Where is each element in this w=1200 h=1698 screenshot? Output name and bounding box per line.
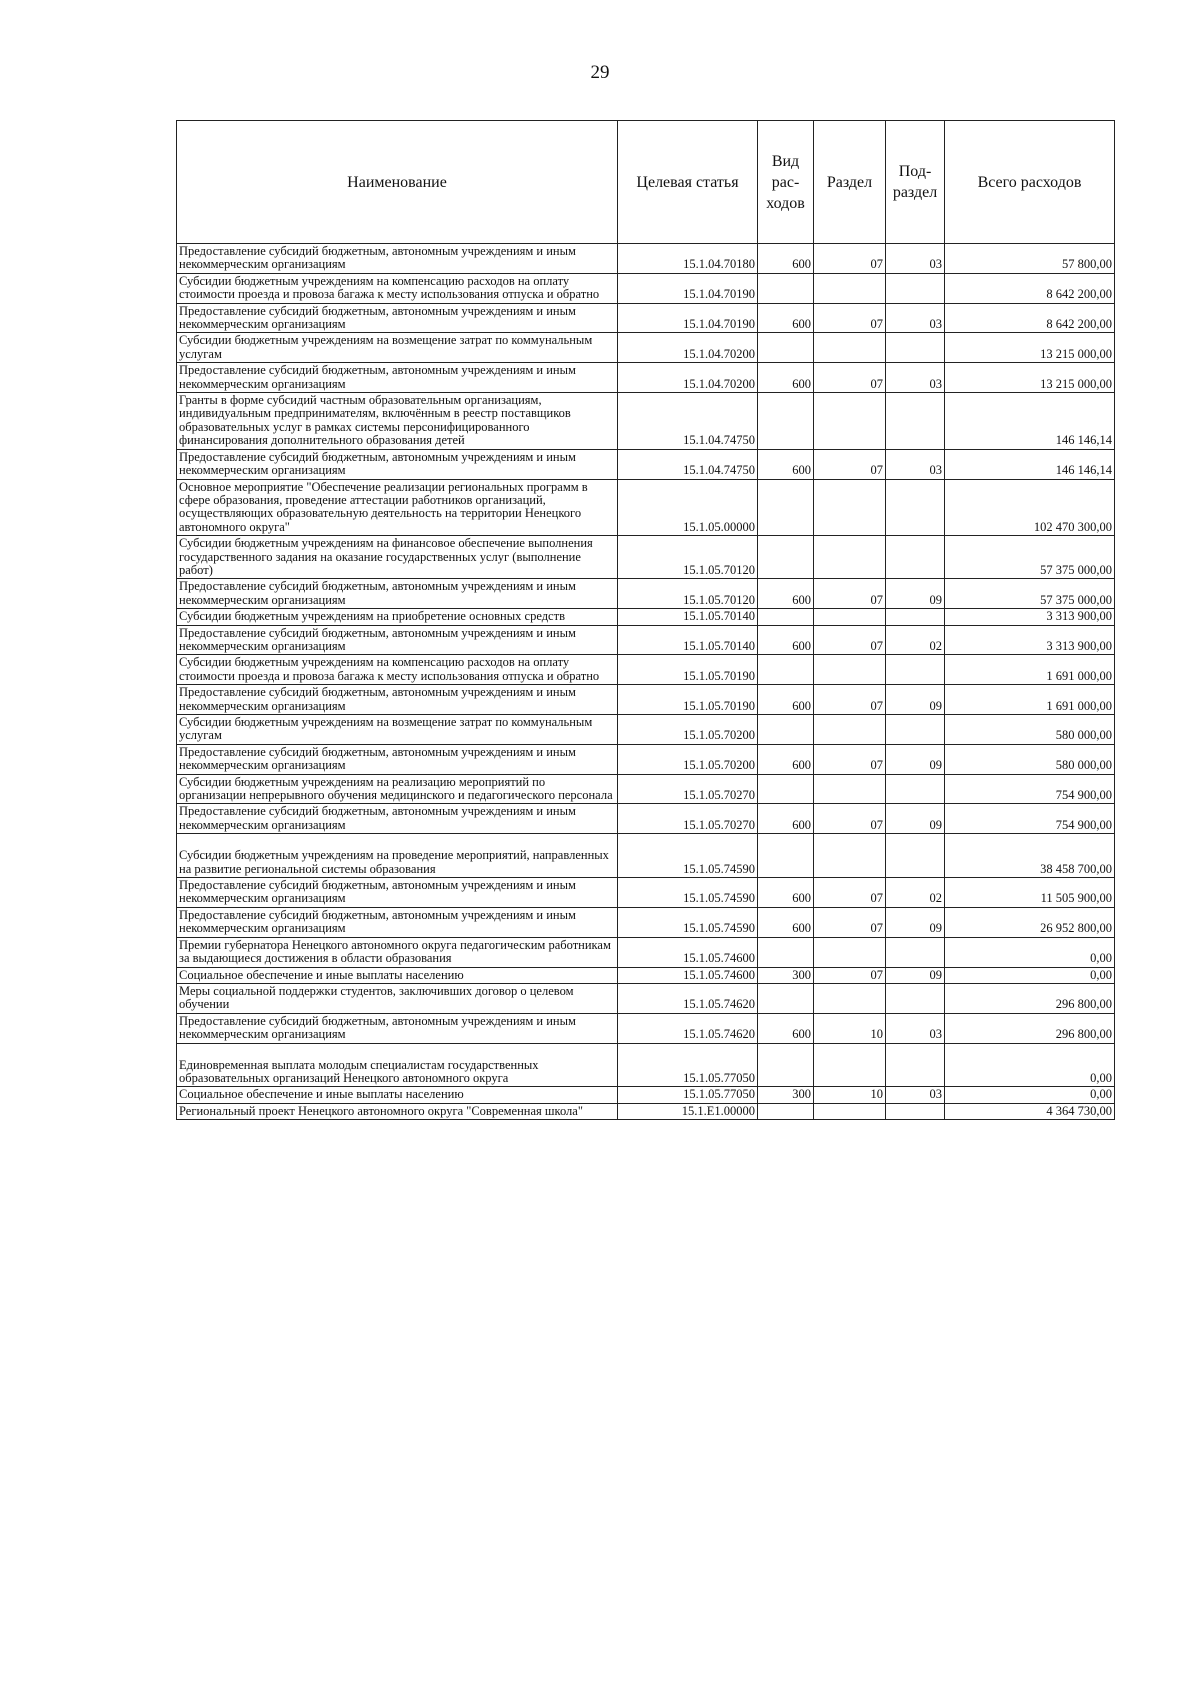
- table-row: [177, 625, 1115, 655]
- table-row: [177, 1087, 1115, 1103]
- table-row: [177, 609, 1115, 625]
- cell-target: 15.1.05.70200: [618, 744, 758, 774]
- cell-subsection: 02: [886, 625, 945, 655]
- cell-type: 300: [758, 967, 814, 983]
- cell-subsection: 02: [886, 878, 945, 908]
- cell-name: Предоставление субсидий бюджетным, автономным учреждениям и иным некоммерческим организациям: [177, 907, 618, 937]
- cell-total: 38 458 700,00: [945, 834, 1115, 878]
- cell-subsection: 03: [886, 1013, 945, 1043]
- cell-type: [758, 333, 814, 363]
- cell-subsection: [886, 393, 945, 450]
- cell-total: 8 642 200,00: [945, 303, 1115, 333]
- cell-section: 07: [814, 579, 886, 609]
- table-header-row: [177, 121, 1115, 244]
- table-row: [177, 1043, 1115, 1087]
- cell-section: [814, 655, 886, 685]
- cell-name: Основное мероприятие "Обеспечение реализации региональных программ в сфере образования, проведение аттестации работников организаций, осуществляющих образовательную деятельность на территории Ненецкого автономного округа": [177, 479, 618, 536]
- cell-target: 15.1.05.70200: [618, 715, 758, 745]
- table-row: [177, 1103, 1115, 1119]
- cell-total: 296 800,00: [945, 1013, 1115, 1043]
- cell-section: [814, 774, 886, 804]
- cell-subsection: 03: [886, 363, 945, 393]
- cell-target: 15.1.05.74600: [618, 937, 758, 967]
- cell-section: [814, 609, 886, 625]
- cell-total: 57 800,00: [945, 244, 1115, 274]
- cell-name: Субсидии бюджетным учреждениям на приобретение основных средств: [177, 609, 618, 625]
- cell-subsection: 09: [886, 967, 945, 983]
- cell-section: 07: [814, 303, 886, 333]
- cell-name: Субсидии бюджетным учреждениям на финансовое обеспечение выполнения государственного задания на оказание государственных услуг (выполнение работ): [177, 536, 618, 579]
- cell-target: 15.1.05.74620: [618, 1013, 758, 1043]
- table-row: [177, 685, 1115, 715]
- table-row: [177, 655, 1115, 685]
- budget-table: [176, 120, 1115, 1120]
- cell-name: Предоставление субсидий бюджетным, автономным учреждениям и иным некоммерческим организациям: [177, 878, 618, 908]
- cell-section: [814, 479, 886, 536]
- cell-target: 15.1.05.77050: [618, 1087, 758, 1103]
- cell-section: [814, 393, 886, 450]
- cell-name: Гранты в форме субсидий частным образовательным организациям, индивидуальным предпринимателям, включённым в реестр поставщиков образовательных услуг в рамках системы персонифицированного финансирования дополнительного образования детей: [177, 393, 618, 450]
- cell-name: Предоставление субсидий бюджетным, автономным учреждениям и иным некоммерческим организациям: [177, 1013, 618, 1043]
- cell-subsection: 03: [886, 1087, 945, 1103]
- cell-section: 07: [814, 685, 886, 715]
- table-row: [177, 363, 1115, 393]
- header-target: Целевая статья: [618, 121, 758, 244]
- cell-type: [758, 609, 814, 625]
- cell-name-text: Единовременная выплата молодым специалистам государственных образовательных организаций Ненецкого автономного округа: [179, 1057, 539, 1085]
- cell-total: 57 375 000,00: [945, 579, 1115, 609]
- cell-type: 600: [758, 449, 814, 479]
- cell-type: [758, 774, 814, 804]
- cell-type: 600: [758, 303, 814, 333]
- cell-section: 07: [814, 804, 886, 834]
- cell-subsection: [886, 609, 945, 625]
- cell-section: 07: [814, 244, 886, 274]
- cell-name: Субсидии бюджетным учреждениям на возмещение затрат по коммунальным услугам: [177, 715, 618, 745]
- table-row: [177, 983, 1115, 1013]
- cell-type: 600: [758, 1013, 814, 1043]
- table-row: [177, 907, 1115, 937]
- header-total: Всего расходов: [945, 121, 1115, 244]
- cell-section: 07: [814, 878, 886, 908]
- cell-target: 15.1.05.70120: [618, 536, 758, 579]
- cell-subsection: [886, 715, 945, 745]
- cell-total: 1 691 000,00: [945, 655, 1115, 685]
- table-row: [177, 967, 1115, 983]
- cell-section: [814, 1043, 886, 1087]
- cell-name: Предоставление субсидий бюджетным, автономным учреждениям и иным некоммерческим организациям: [177, 449, 618, 479]
- cell-subsection: [886, 479, 945, 536]
- table-row: [177, 834, 1115, 878]
- cell-target: 15.1.04.74750: [618, 449, 758, 479]
- cell-subsection: [886, 834, 945, 878]
- cell-target: 15.1.05.70270: [618, 774, 758, 804]
- cell-subsection: [886, 273, 945, 303]
- cell-subsection: [886, 774, 945, 804]
- cell-name: Предоставление субсидий бюджетным, автономным учреждениям и иным некоммерческим организациям: [177, 804, 618, 834]
- table-body: [177, 244, 1115, 1120]
- cell-name: Предоставление субсидий бюджетным, автономным учреждениям и иным некоммерческим организациям: [177, 685, 618, 715]
- table-row: [177, 479, 1115, 536]
- cell-total: 26 952 800,00: [945, 907, 1115, 937]
- cell-total: 4 364 730,00: [945, 1103, 1115, 1119]
- cell-type: [758, 273, 814, 303]
- cell-target: 15.1.04.70200: [618, 333, 758, 363]
- cell-section: 07: [814, 907, 886, 937]
- cell-total: 146 146,14: [945, 449, 1115, 479]
- cell-name: Субсидии бюджетным учреждениям на компенсацию расходов на оплату стоимости проезда и провоза багажа к месту использования отпуска и обратно: [177, 655, 618, 685]
- cell-name: Социальное обеспечение и иные выплаты населению: [177, 967, 618, 983]
- cell-name: Предоставление субсидий бюджетным, автономным учреждениям и иным некоммерческим организациям: [177, 303, 618, 333]
- cell-target: 15.1.05.77050: [618, 1043, 758, 1087]
- table-row: [177, 579, 1115, 609]
- cell-type: 600: [758, 685, 814, 715]
- cell-subsection: [886, 536, 945, 579]
- cell-total: 754 900,00: [945, 804, 1115, 834]
- cell-subsection: 03: [886, 244, 945, 274]
- cell-target: 15.1.04.70180: [618, 244, 758, 274]
- table-row: [177, 774, 1115, 804]
- cell-type: [758, 655, 814, 685]
- cell-type: 600: [758, 907, 814, 937]
- cell-type: 600: [758, 625, 814, 655]
- cell-type: 600: [758, 244, 814, 274]
- table-row: [177, 449, 1115, 479]
- cell-name: Субсидии бюджетным учреждениям на реализацию мероприятий по организации непрерывного обучения медицинского и педагогического персонала: [177, 774, 618, 804]
- cell-total: 13 215 000,00: [945, 333, 1115, 363]
- cell-target: 15.1.05.74590: [618, 878, 758, 908]
- cell-section: 10: [814, 1087, 886, 1103]
- cell-name: [177, 1043, 618, 1087]
- cell-section: 07: [814, 744, 886, 774]
- cell-subsection: 03: [886, 449, 945, 479]
- cell-section: [814, 937, 886, 967]
- cell-section: [814, 1103, 886, 1119]
- cell-total: 11 505 900,00: [945, 878, 1115, 908]
- cell-section: [814, 983, 886, 1013]
- cell-name: Предоставление субсидий бюджетным, автономным учреждениям и иным некоммерческим организациям: [177, 744, 618, 774]
- table-row: [177, 273, 1115, 303]
- cell-type: [758, 1043, 814, 1087]
- cell-target: 15.1.05.70120: [618, 579, 758, 609]
- cell-target: 15.1.E1.00000: [618, 1103, 758, 1119]
- cell-target: 15.1.05.70190: [618, 655, 758, 685]
- cell-total: 1 691 000,00: [945, 685, 1115, 715]
- cell-type: [758, 983, 814, 1013]
- cell-total: 0,00: [945, 937, 1115, 967]
- table-row: [177, 393, 1115, 450]
- cell-total: 8 642 200,00: [945, 273, 1115, 303]
- cell-total: 3 313 900,00: [945, 609, 1115, 625]
- cell-subsection: [886, 937, 945, 967]
- cell-subsection: 03: [886, 303, 945, 333]
- cell-section: 10: [814, 1013, 886, 1043]
- cell-section: 07: [814, 967, 886, 983]
- cell-target: 15.1.05.70140: [618, 625, 758, 655]
- cell-type: [758, 834, 814, 878]
- cell-section: [814, 715, 886, 745]
- table-row: [177, 333, 1115, 363]
- cell-subsection: [886, 1043, 945, 1087]
- page-number: 29: [590, 62, 610, 83]
- cell-type: [758, 1103, 814, 1119]
- cell-section: [814, 273, 886, 303]
- cell-target: 15.1.05.70190: [618, 685, 758, 715]
- cell-total: 580 000,00: [945, 744, 1115, 774]
- cell-name: Премии губернатора Ненецкого автономного округа педагогическим работникам за выдающиеся достижения в области образования: [177, 937, 618, 967]
- cell-type: 600: [758, 363, 814, 393]
- cell-name: Региональный проект Ненецкого автономного округа "Современная школа": [177, 1103, 618, 1119]
- cell-total: 146 146,14: [945, 393, 1115, 450]
- header-section: Раздел: [814, 121, 886, 244]
- cell-name: Субсидии бюджетным учреждениям на компенсацию расходов на оплату стоимости проезда и провоза багажа к месту использования отпуска и обратно: [177, 273, 618, 303]
- cell-total: 13 215 000,00: [945, 363, 1115, 393]
- cell-subsection: 09: [886, 685, 945, 715]
- cell-name: Предоставление субсидий бюджетным, автономным учреждениям и иным некоммерческим организациям: [177, 244, 618, 274]
- cell-subsection: [886, 983, 945, 1013]
- cell-total: 0,00: [945, 1043, 1115, 1087]
- table-row: [177, 804, 1115, 834]
- cell-total: 3 313 900,00: [945, 625, 1115, 655]
- cell-target: 15.1.04.74750: [618, 393, 758, 450]
- table-row: [177, 878, 1115, 908]
- header-type: Вид рас- ходов: [758, 121, 814, 244]
- table-row: [177, 244, 1115, 274]
- cell-target: 15.1.05.74590: [618, 907, 758, 937]
- cell-type: [758, 937, 814, 967]
- table-row: [177, 715, 1115, 745]
- cell-name: Меры социальной поддержки студентов, заключивших договор о целевом обучении: [177, 983, 618, 1013]
- cell-type: 600: [758, 878, 814, 908]
- cell-name: Социальное обеспечение и иные выплаты населению: [177, 1087, 618, 1103]
- table-row: [177, 937, 1115, 967]
- cell-name-text: Субсидии бюджетным учреждениям на проведение мероприятий, направленных на развитие региональной системы образования: [179, 848, 609, 876]
- cell-section: 07: [814, 625, 886, 655]
- cell-subsection: 09: [886, 907, 945, 937]
- header-name: Наименование: [177, 121, 618, 244]
- cell-section: 07: [814, 363, 886, 393]
- cell-section: 07: [814, 449, 886, 479]
- cell-type: [758, 479, 814, 536]
- cell-target: 15.1.04.70200: [618, 363, 758, 393]
- cell-type: [758, 536, 814, 579]
- cell-subsection: 09: [886, 579, 945, 609]
- cell-type: [758, 715, 814, 745]
- cell-target: 15.1.04.70190: [618, 273, 758, 303]
- cell-name: Предоставление субсидий бюджетным, автономным учреждениям и иным некоммерческим организациям: [177, 625, 618, 655]
- cell-target: 15.1.05.00000: [618, 479, 758, 536]
- cell-target: 15.1.05.74590: [618, 834, 758, 878]
- cell-target: 15.1.05.74600: [618, 967, 758, 983]
- cell-type: 600: [758, 744, 814, 774]
- cell-type: [758, 393, 814, 450]
- cell-total: 0,00: [945, 967, 1115, 983]
- cell-name: Субсидии бюджетным учреждениям на возмещение затрат по коммунальным услугам: [177, 333, 618, 363]
- cell-section: [814, 536, 886, 579]
- cell-name: Предоставление субсидий бюджетным, автономным учреждениям и иным некоммерческим организациям: [177, 363, 618, 393]
- cell-subsection: 09: [886, 804, 945, 834]
- cell-type: 600: [758, 804, 814, 834]
- cell-target: 15.1.04.70190: [618, 303, 758, 333]
- cell-total: 754 900,00: [945, 774, 1115, 804]
- cell-total: 102 470 300,00: [945, 479, 1115, 536]
- cell-section: [814, 834, 886, 878]
- cell-target: 15.1.05.70140: [618, 609, 758, 625]
- cell-section: [814, 333, 886, 363]
- cell-subsection: [886, 655, 945, 685]
- cell-target: 15.1.05.74620: [618, 983, 758, 1013]
- table-row: [177, 1013, 1115, 1043]
- cell-target: 15.1.05.70270: [618, 804, 758, 834]
- cell-name: [177, 834, 618, 878]
- cell-total: 296 800,00: [945, 983, 1115, 1013]
- cell-subsection: 09: [886, 744, 945, 774]
- cell-subsection: [886, 333, 945, 363]
- cell-type: 300: [758, 1087, 814, 1103]
- cell-total: 0,00: [945, 1087, 1115, 1103]
- table-row: [177, 303, 1115, 333]
- cell-subsection: [886, 1103, 945, 1119]
- cell-type: 600: [758, 579, 814, 609]
- cell-name: Предоставление субсидий бюджетным, автономным учреждениям и иным некоммерческим организациям: [177, 579, 618, 609]
- cell-total: 57 375 000,00: [945, 536, 1115, 579]
- table-row: [177, 744, 1115, 774]
- header-subsection: Под- раздел: [886, 121, 945, 244]
- table-row: [177, 536, 1115, 579]
- cell-total: 580 000,00: [945, 715, 1115, 745]
